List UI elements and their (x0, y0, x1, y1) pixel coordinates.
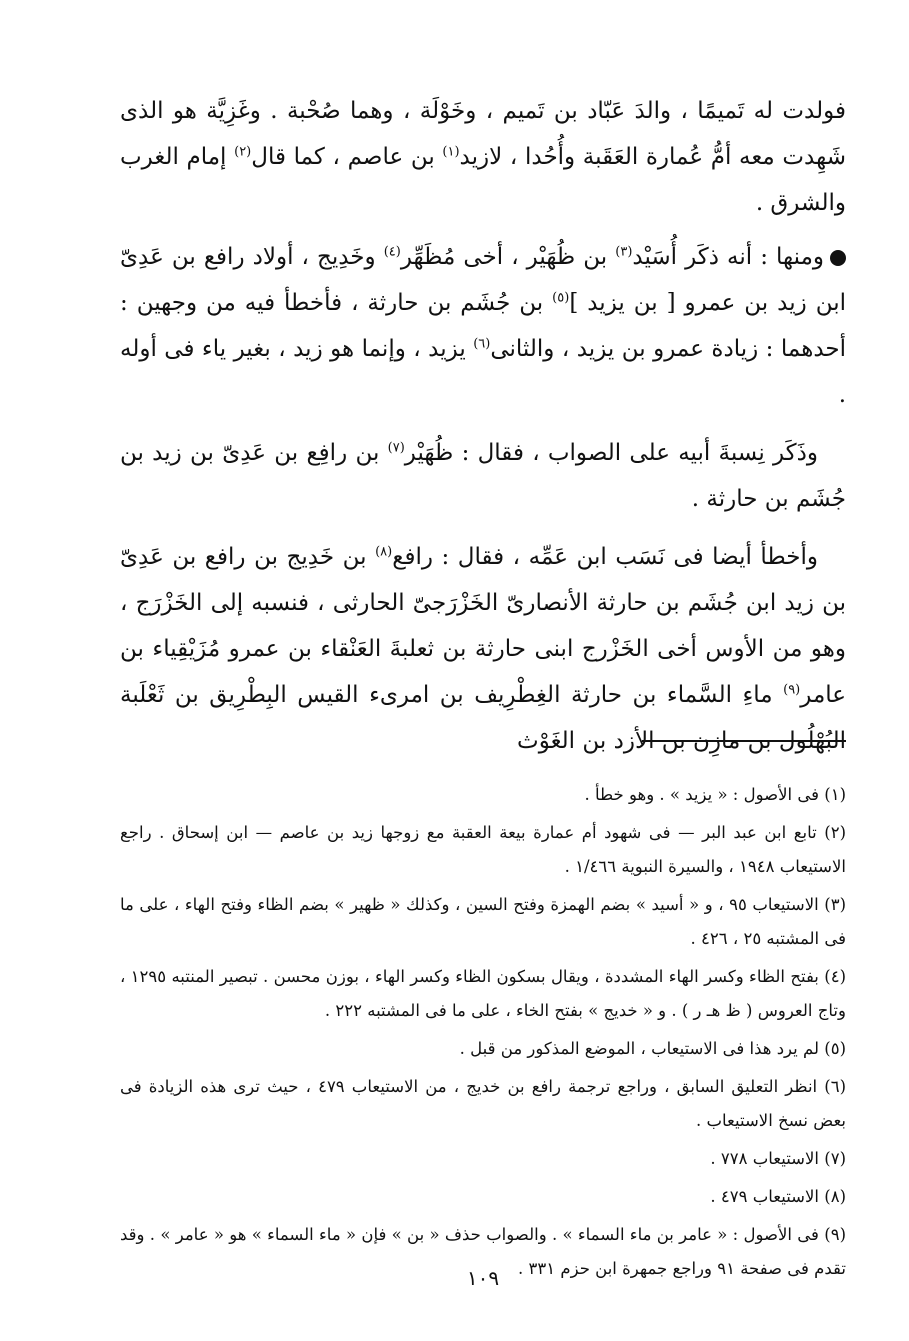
paragraph-4-text: وأخطأ أيضا فى نَسَب ابن عَمِّه ، فقال : رافع (392, 544, 818, 570)
footnote-6: (٦) انظر التعليق السابق ، وراجع ترجمة رافع بن خديج ، من الاستيعاب ٤٧٩ ، حيث ترى هذه الزيادة فى بعض نسخ الاستيعاب . (120, 1077, 846, 1130)
footnote-2: (٢) تابع ابن عبد البر — فى شهود أم عمارة بيعة العقبة مع زوجها زيد بن عاصم — ابن إسحاق . راجع الاستيعاب ١٩٤٨ ، والسيرة النبوية ١/٤٦٦ . (120, 823, 846, 876)
paragraph-2-text-3: وخَدِيج ، أولاد رافع بن عَدِىّ ابن زيد بن عمرو [ بن يزيد ] (120, 244, 846, 316)
paragraph-2-text-2: بن ظُهَيْر ، أخى مُظَهِّر (400, 244, 616, 270)
paragraph-2-text: ومنها : أنه ذكَر أُسَيْد (632, 244, 825, 270)
book-page (120, 88, 847, 1290)
footnote-ref-3: (٣) (615, 244, 633, 260)
footnote-8: (٨) الاستيعاب ٤٧٩ . (710, 1187, 846, 1206)
footnotes (120, 778, 846, 1290)
footnote-3: (٣) الاستيعاب ٩٥ ، و « أسيد » بضم الهمزة وفتح السين ، وكذلك « ظهير » بضم الظاء وفتح الهاء ، على ما فى المشتبه ٢٥ ، ٤٢٦ . (120, 895, 846, 948)
footnote-1: (١) فى الأصول : « يزيد » . وهو خطأ . (584, 785, 846, 804)
paragraph-3-text-2: بن رافِع بن عَدِىّ بن زيد بن جُشَم بن حارثة . (120, 440, 846, 512)
footnote-ref-8: (٨) (375, 544, 393, 560)
footnote-ref-6: (٦) (473, 336, 491, 352)
footnote-ref-5: (٥) (552, 290, 570, 306)
footnote-5: (٥) لم يرد هذا فى الاستيعاب ، الموضع المذكور من قبل . (459, 1039, 846, 1058)
paragraph-4-text-2: بن خَدِيج بن رافع بن عَدِىّ بن زيد ابن جُشَم بن حارثة الأنصارىّ الخَزْرَجىّ الحارثى ، فنسبه إلى الخَزْرَج ، وهو من الأوس أخى الخَزْرج ابنى حارثة بن ثعلبةَ العَنْقاء بن عمرو مُزَيْقِياء بن عامر (120, 544, 846, 708)
footnote-ref-7: (٧) (387, 440, 405, 456)
paragraph-1-text-3: إمام الغرب والشرق . (120, 144, 846, 216)
footnote-ref-9: (٩) (783, 682, 801, 698)
footnote-ref-1: (١) (442, 144, 460, 160)
paragraph-3-text: وذَكَر نِسبةَ أبيه على الصواب ، فقال : ظُهَيْر (404, 440, 818, 466)
footnote-ref-2: (٢) (234, 144, 252, 160)
page-number: ١٠٩ (466, 1266, 500, 1290)
main-text (120, 88, 846, 764)
paragraph-2-text-4: بن جُشَم بن حارثة ، فأخطأ فيه من وجهين : أحدهما : زيادة عمرو بن يزيد ، والثانى (120, 290, 847, 362)
footnote-ref-4: (٤) (383, 244, 401, 260)
paragraph-3 (120, 430, 846, 522)
paragraph-1-text: فولدت له تَميمًا ، والدَ عَبّاد بن تَميم ، وخَوْلَة ، وهما صُحْبة . وغَزِيَّة هو الذى شَهِدت معه أمُّ عُمارة العَقَبة وأُحُدا ، لازيد (120, 98, 846, 170)
paragraph-1-text-2: بن عاصم ، كما قال (251, 144, 443, 170)
paragraph-2 (120, 234, 846, 418)
footnote-divider (642, 740, 846, 742)
paragraph-1 (120, 88, 846, 226)
paragraph-4-text-3: ماءِ السَّماء بن حارثة الغِطْرِيف بن امرىء القيس البِطْرِيق بن ثَعْلَبة البُهْلُول بن مازِن بن الأزد بن الغَوْث (120, 682, 846, 754)
footnote-7: (٧) الاستيعاب ٧٧٨ . (710, 1149, 846, 1168)
bullet-dot-icon (830, 250, 846, 266)
paragraph-4 (120, 534, 846, 764)
footnote-9: (٩) فى الأصول : « عامر بن ماء السماء » . والصواب حذف « بن » فإن « ماء السماء » هو « عامر » . وقد تقدم فى صفحة ٩١ وراجع جمهرة ابن حزم ٣٣١ . (120, 1225, 846, 1278)
footnote-4: (٤) بفتح الظاء وكسر الهاء المشددة ، ويقال بسكون الظاء وكسر الهاء ، بوزن محسن . تبصير المنتبه ١٢٩٥ ، وتاج العروس ( ظ هـ ر ) . و « خديج » بفتح الخاء ، على ما فى المشتبه ٢٢٢ . (120, 967, 846, 1020)
paragraph-2-text-5: يزيد ، وإنما هو زيد ، بغير ياء فى أوله . (120, 336, 846, 408)
